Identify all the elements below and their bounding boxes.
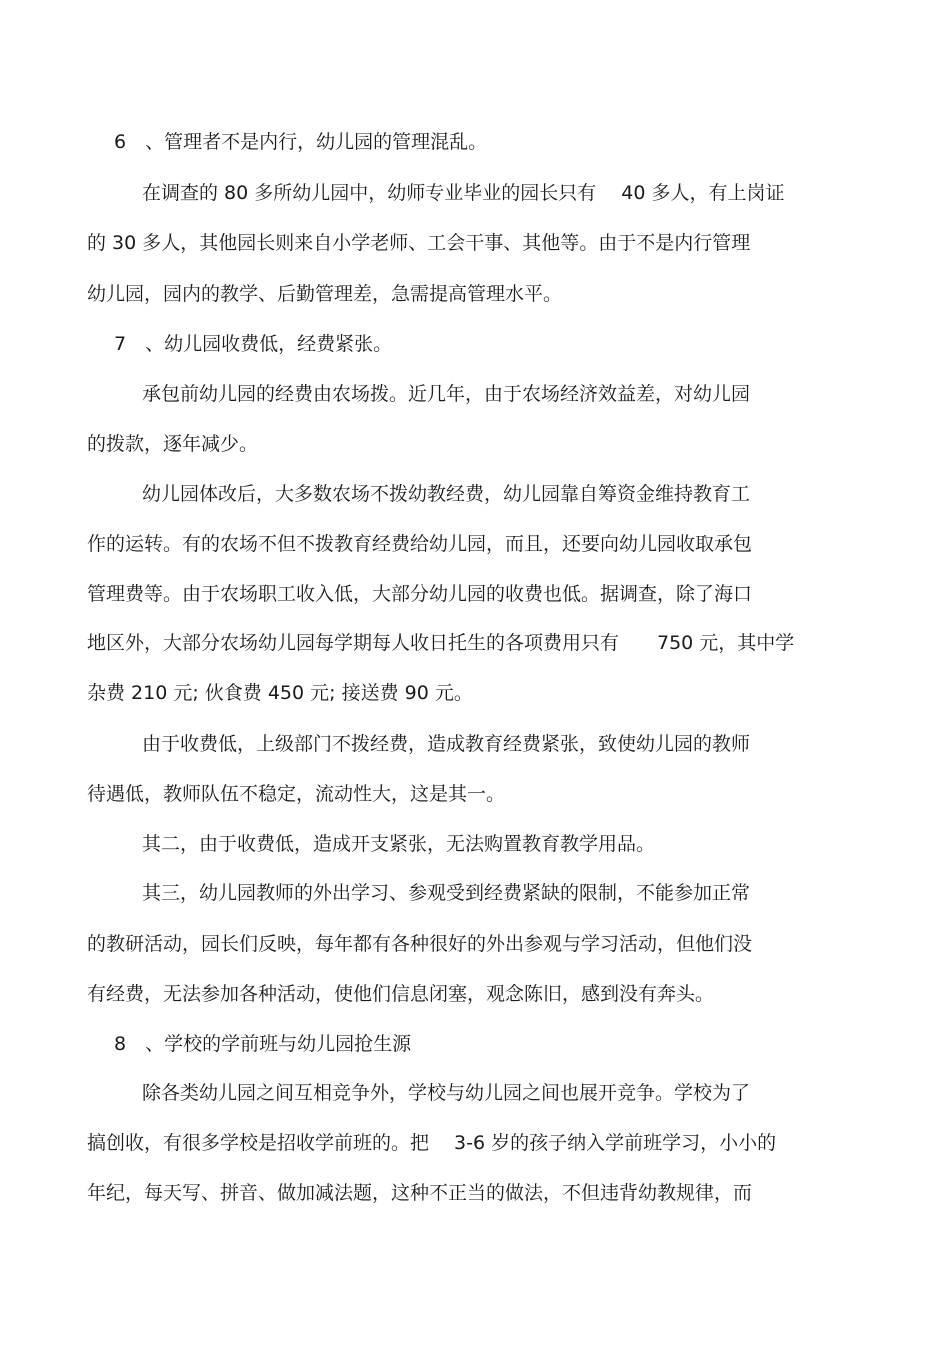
section-heading-7: 7 、幼儿园收费低，经费紧张。 — [114, 333, 393, 355]
paragraph-line: 待遇低，教师队伍不稳定，流动性大，这是其一。 — [87, 783, 506, 805]
paragraph-line: 幼儿园体改后，大多数农场不拨幼教经费，幼儿园靠自筹资金维持教育工 — [142, 483, 751, 505]
section-heading-8: 8 、学校的学前班与幼儿园抢生源 — [114, 1033, 412, 1055]
paragraph-line: 承包前幼儿园的经费由农场拨。近几年，由于农场经济效益差，对幼儿园 — [142, 383, 751, 405]
paragraph-line: 在调查的 80 多所幼儿园中，幼师专业毕业的园长只有 40 多人，有上岗证 — [142, 182, 785, 204]
paragraph-line: 有经费，无法参加各种活动，使他们信息闭塞，观念陈旧，感到没有奔头。 — [87, 983, 715, 1005]
paragraph-line: 其三，幼儿园教师的外出学习、参观受到经费紧缺的限制，不能参加正常 — [142, 882, 751, 904]
paragraph-line: 由于收费低，上级部门不拨经费，造成教育经费紧张，致使幼儿园的教师 — [142, 733, 751, 755]
paragraph-line: 杂费 210 元; 伙食费 450 元; 接送费 90 元。 — [87, 682, 473, 704]
paragraph-line: 的 30 多人，其他园长则来自小学老师、工会干事、其他等。由于不是内行管理 — [87, 232, 751, 254]
paragraph-line: 地区外，大部分农场幼儿园每学期每人收日托生的各项费用只有 750 元，其中学 — [87, 632, 795, 654]
paragraph-line: 作的运转。有的农场不但不拨教育经费给幼儿园，而且，还要向幼儿园收取承包 — [87, 533, 753, 555]
paragraph-line: 幼儿园，园内的教学、后勤管理差，急需提高管理水平。 — [87, 283, 563, 305]
paragraph-line: 的拨款，逐年减少。 — [87, 433, 259, 455]
paragraph-line: 其二，由于收费低，造成开支紧张，无法购置教育教学用品。 — [142, 833, 656, 855]
section-heading-6: 6 、管理者不是内行，幼儿园的管理混乱。 — [114, 131, 488, 153]
paragraph-line: 的教研活动，园长们反映，每年都有各种很好的外出参观与学习活动，但他们没 — [87, 933, 753, 955]
paragraph-line: 除各类幼儿园之间互相竞争外，学校与幼儿园之间也展开竞争。学校为了 — [142, 1082, 751, 1104]
paragraph-line: 管理费等。由于农场职工收入低，大部分幼儿园的收费也低。据调查，除了海口 — [87, 583, 753, 605]
paragraph-line: 年纪，每天写、拼音、做加减法题，这种不正当的做法，不但违背幼教规律，而 — [87, 1182, 753, 1204]
paragraph-line: 搞创收，有很多学校是招收学前班的。把 3-6 岁的孩子纳入学前班学习，小小的 — [87, 1132, 777, 1154]
